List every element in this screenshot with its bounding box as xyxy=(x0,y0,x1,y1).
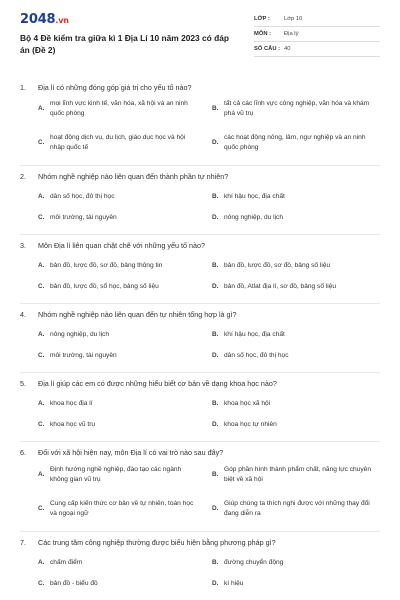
question-text: Địa lí có những đóng góp giá trị cho yếu tố nào? xyxy=(38,83,192,92)
page-title: Bộ 4 Đề kiểm tra giữa kì 1 Địa Lí 10 năm 2023 có đáp án (Đề 2) xyxy=(20,33,230,55)
divider xyxy=(20,372,380,373)
option-a[interactable]: A. dân số học, đô thị học xyxy=(38,193,115,200)
option-d[interactable]: D. kí hiệu xyxy=(212,580,244,587)
question-number: 2. xyxy=(20,172,26,181)
question-5 xyxy=(20,379,382,428)
option-c[interactable]: C. bản đồ - biểu đồ xyxy=(38,580,98,587)
meta-row-class xyxy=(254,12,380,27)
option-c[interactable]: C. hoạt động dịch vụ, du lịch, giáo dục học và hội nhập quốc tế xyxy=(38,134,186,151)
meta-value: Lớp 10 xyxy=(284,16,303,22)
option-a[interactable]: A. nông nghiệp, du lịch xyxy=(38,331,110,338)
option-b[interactable]: B. khí hậu học, địa chất xyxy=(212,193,285,200)
question-number: 6. xyxy=(20,448,26,457)
site-logo[interactable]: 2048.vn xyxy=(20,12,69,27)
option-d[interactable]: D. nông nghiệp, du lịch xyxy=(212,214,284,221)
question-1 xyxy=(20,83,382,151)
question-7 xyxy=(20,538,382,587)
question-text: Địa lí giúp các em có được những hiểu biết cơ bản về dạng khoa học nào? xyxy=(38,379,277,388)
question-number: 7. xyxy=(20,538,26,547)
page-header xyxy=(0,0,400,78)
option-a[interactable]: A. Định hướng nghề nghiệp, đào tạo các ngành không gian vũ trụ xyxy=(38,466,182,483)
option-a[interactable]: A. khoa học địa lí xyxy=(38,400,93,407)
question-number: 1. xyxy=(20,83,26,92)
option-c[interactable]: C. môi trường, tài nguyên xyxy=(38,352,117,359)
option-b[interactable]: B. khoa học xã hội xyxy=(212,400,271,407)
meta-key: MÔN : xyxy=(254,31,272,37)
option-a[interactable]: A. mọi lĩnh vực kinh tế, văn hóa, xã hội và an ninh quốc phòng xyxy=(38,100,188,117)
option-c[interactable]: C. khoa học vũ trụ xyxy=(38,421,96,428)
question-text: Các trung tâm công nghiệp thường được biểu hiện bằng phương pháp gì? xyxy=(38,538,276,547)
option-c[interactable]: C. bản đồ, lược đồ, sổ học, bảng số liệu xyxy=(38,283,159,290)
question-3 xyxy=(20,241,382,290)
divider xyxy=(20,234,380,235)
question-number: 4. xyxy=(20,310,26,319)
option-d[interactable]: D. Giúp chúng ta thích nghi được với những thay đổi đang diễn ra xyxy=(212,500,370,517)
question-6 xyxy=(20,448,382,517)
divider xyxy=(20,441,380,442)
option-d[interactable]: D. dân số học, đô thị học xyxy=(212,352,289,359)
option-a[interactable]: A. bản đồ, lược đồ, sơ đồ, bảng thông tin xyxy=(38,262,163,269)
divider xyxy=(20,531,380,532)
meta-row-question-count xyxy=(254,42,380,57)
meta-value: Địa lý xyxy=(284,31,299,37)
option-b[interactable]: B. Góp phần hình thành phẩm chất, năng lực chuyên biệt về xã hội xyxy=(212,466,372,483)
meta-key: LỚP : xyxy=(254,16,270,22)
option-d[interactable]: D. khoa học tự nhiên xyxy=(212,421,277,428)
exam-meta-panel xyxy=(254,12,380,57)
option-b[interactable]: B. đường chuyển động xyxy=(212,559,284,566)
meta-key: SỐ CÂU : xyxy=(254,46,281,52)
question-number: 3. xyxy=(20,241,26,250)
question-2 xyxy=(20,172,382,221)
question-number: 5. xyxy=(20,379,26,388)
question-text: Nhóm nghề nghiệp nào liên quan đến tự nhiên tổng hợp là gì? xyxy=(38,310,237,319)
option-d[interactable]: D. các hoạt động nông, lâm, ngư nghiệp và an ninh quốc phòng xyxy=(212,134,366,151)
option-b[interactable]: B. khí hậu học, địa chất xyxy=(212,331,285,338)
meta-row-subject xyxy=(254,27,380,42)
option-b[interactable]: B. bản đồ, lược đồ, sơ đồ, bảng số liệu xyxy=(212,262,331,269)
divider xyxy=(20,303,380,304)
question-text: Nhóm nghề nghiệp nào liên quan đến thành phần tự nhiên? xyxy=(38,172,229,181)
option-d[interactable]: D. bản đồ, Atlat địa lí, sơ đồ, bảng số liệu xyxy=(212,283,337,290)
divider xyxy=(20,165,380,166)
option-c[interactable]: C. Cung cấp kiến thức cơ bản về tự nhiên, toán học và ngoại ngữ xyxy=(38,500,194,517)
option-b[interactable]: B. tất cả các lĩnh vực công nghiệp, văn hóa và khám phá vũ trụ xyxy=(212,100,370,117)
question-text: Môn Địa lí liên quan chặt chẽ với những yếu tố nào? xyxy=(38,241,205,250)
option-a[interactable]: A. chấm điểm xyxy=(38,559,83,566)
meta-value: 40 xyxy=(284,46,291,52)
question-text: Đối với xã hội hiện nay, môn Địa lí có vai trò nào sau đây? xyxy=(38,448,224,457)
question-4 xyxy=(20,310,382,359)
option-c[interactable]: C. môi trường, tài nguyên xyxy=(38,214,117,221)
